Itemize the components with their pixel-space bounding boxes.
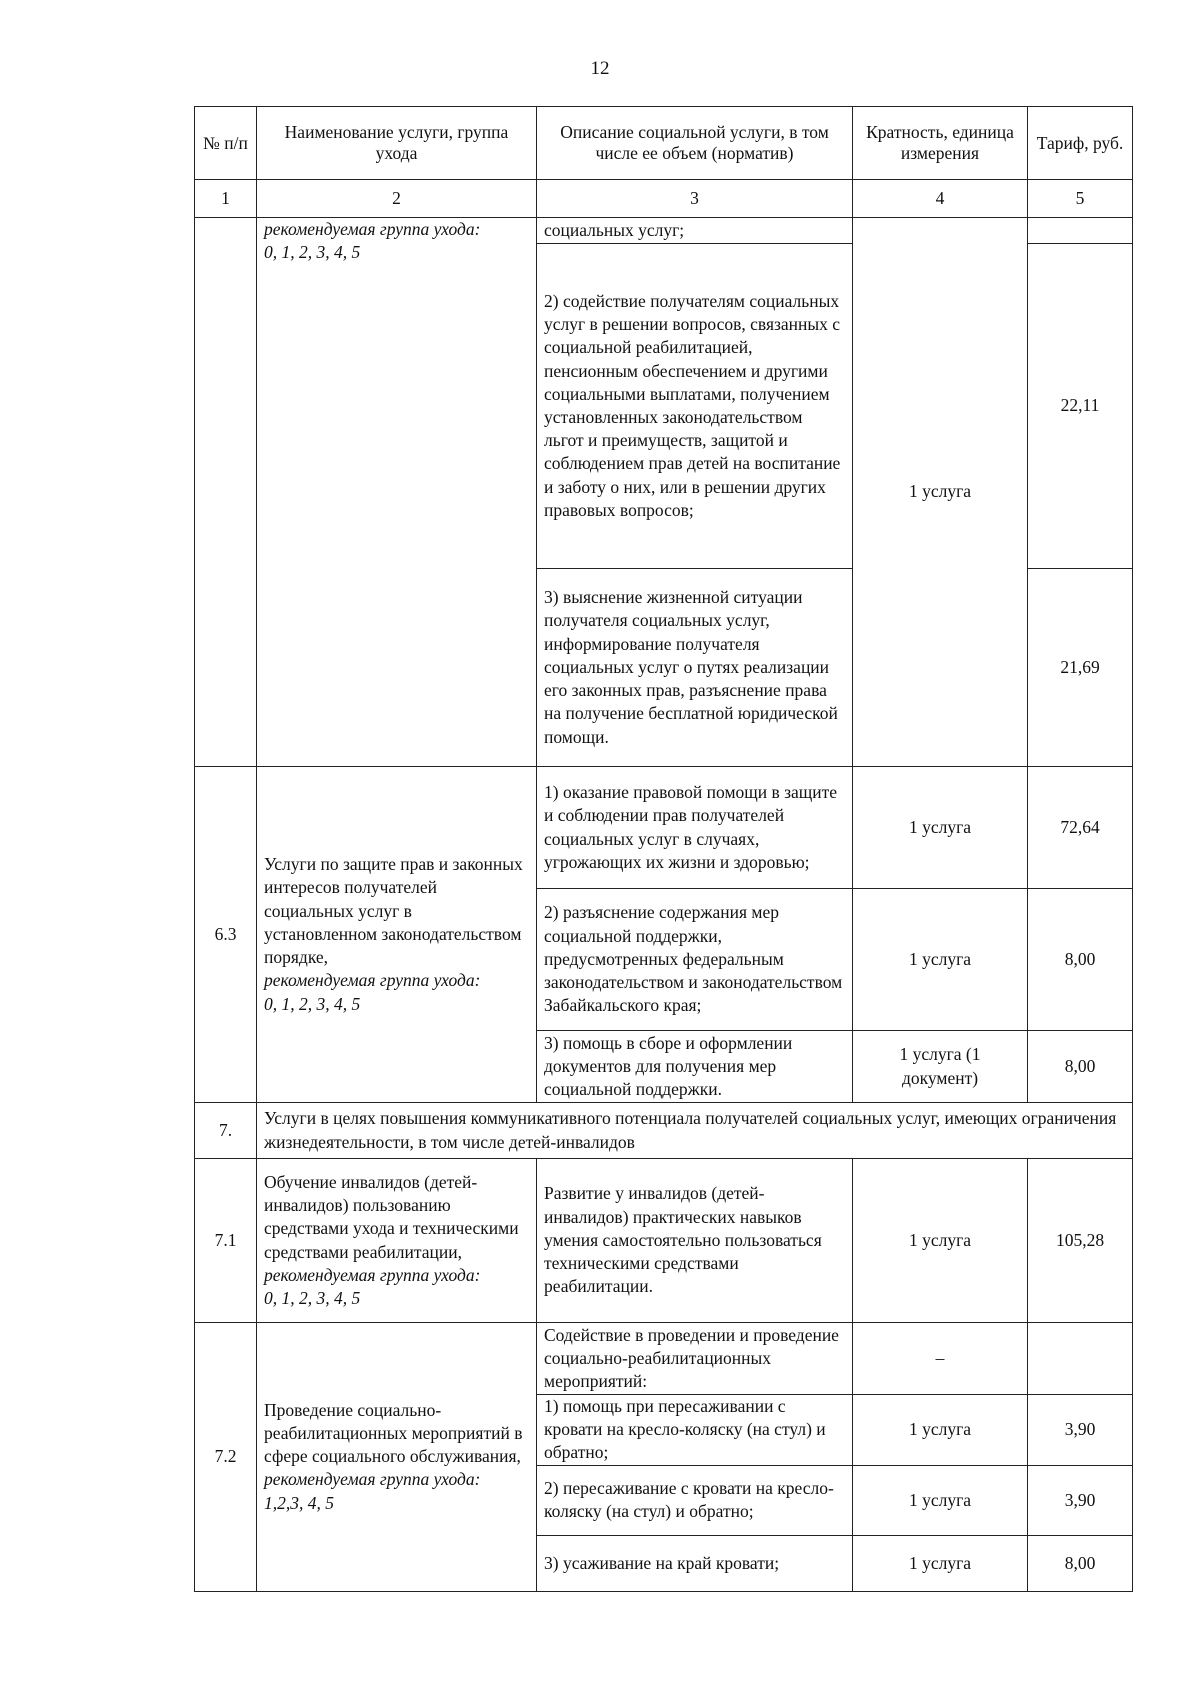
service-name: Проведение социально-реабилитационных мероприятий в сфере социального обслуживания, bbox=[264, 1399, 523, 1467]
tariff-cell: 21,69 bbox=[1028, 569, 1133, 767]
header-col-number: № п/п bbox=[195, 107, 257, 180]
care-group-label: рекомендуемая группа ухода: bbox=[264, 1264, 481, 1285]
header-col-tariff: Тариф, руб. bbox=[1028, 107, 1133, 180]
unit-cell: 1 услуга bbox=[853, 1535, 1028, 1591]
unit-cell: 1 услуга bbox=[853, 767, 1028, 889]
care-group-label: рекомендуемая группа ухода: bbox=[264, 219, 481, 239]
care-group-label: рекомендуемая группа ухода: bbox=[264, 970, 481, 991]
section-number-cell: 7. bbox=[195, 1103, 257, 1159]
row-number-cell: 6.3 bbox=[195, 767, 257, 1103]
service-description-cell: 1) оказание правовой помощи в защите и соблюдении прав получателей социальных услуг в случаях, угрожающих их жизни и здоровью; bbox=[537, 767, 853, 889]
service-description-cell: 3) выяснение жизненной ситуации получателя социальных услуг, информирование получателя социальных услуг о путях реализации его законных прав, разъяснение права на получение бесплатной юридической помощи. bbox=[537, 569, 853, 767]
service-description-cell: Развитие у инвалидов (детей-инвалидов) практических навыков умения самостоятельно пользоваться техническими средствами реабилитации. bbox=[537, 1159, 853, 1323]
service-description-cell: 3) помощь в сборе и оформлении документов для получения мер социальной поддержки. bbox=[537, 1031, 853, 1103]
table-row bbox=[195, 218, 1133, 244]
tariff-cell: 8,00 bbox=[1028, 889, 1133, 1031]
service-name: Обучение инвалидов (детей-инвалидов) пользованию средствами ухода и техническими средствами реабилитации, bbox=[264, 1171, 519, 1262]
tariff-cell: 3,90 bbox=[1028, 1395, 1133, 1466]
service-description-cell: 2) разъяснение содержания мер социальной поддержки, предусмотренных федеральным законодательством и законодательством Забайкальского края; bbox=[537, 889, 853, 1031]
tariff-cell bbox=[1028, 1323, 1133, 1395]
table-row bbox=[195, 767, 1133, 889]
service-description-cell: 1) помощь при пересаживании с кровати на кресло-коляску (на стул) и обратно; bbox=[537, 1395, 853, 1466]
service-name: Услуги по защите прав и законных интересов получателей социальных услуг в установленном законодательством порядке, bbox=[264, 854, 523, 968]
tariff-cell bbox=[1028, 218, 1133, 244]
tariff-cell: 105,28 bbox=[1028, 1159, 1133, 1323]
care-group-values: 0, 1, 2, 3, 4, 5 bbox=[264, 242, 361, 263]
header-col-description: Описание социальной услуги, в том числе ее объем (норматив) bbox=[537, 107, 853, 180]
service-description-cell: 2) содействие получателям социальных услуг в решении вопросов, связанных с социальной реабилитацией, пенсионным обеспечением и другими социальными выплатами, получением установленных законодательством льгот и преимуществ, защитой и соблюдением прав детей на воспитание и заботу о них, или в решении других правовых вопросов; bbox=[537, 244, 853, 569]
table-row bbox=[195, 1159, 1133, 1323]
column-number: 3 bbox=[537, 180, 853, 218]
tariff-cell: 8,00 bbox=[1028, 1535, 1133, 1591]
care-group-values: 0, 1, 2, 3, 4, 5 bbox=[264, 1287, 361, 1308]
service-description-cell: 2) пересаживание с кровати на кресло-коляску (на стул) и обратно; bbox=[537, 1465, 853, 1535]
tariff-cell: 22,11 bbox=[1028, 244, 1133, 569]
unit-cell: 1 услуга (1 документ) bbox=[853, 1031, 1028, 1103]
unit-cell: 1 услуга bbox=[853, 218, 1028, 767]
column-number: 2 bbox=[257, 180, 537, 218]
header-col-name: Наименование услуги, группа ухода bbox=[257, 107, 537, 180]
section-row bbox=[195, 1103, 1133, 1159]
unit-cell: 1 услуга bbox=[853, 1465, 1028, 1535]
column-number: 4 bbox=[853, 180, 1028, 218]
row-number-cell bbox=[195, 218, 257, 767]
services-table bbox=[194, 106, 1133, 1592]
section-title-cell: Услуги в целях повышения коммуникативного потенциала получателей социальных услуг, имеющих ограничения жизнедеятельности, в том числе детей-инвалидов bbox=[257, 1103, 1133, 1159]
service-name-cell bbox=[257, 1159, 537, 1323]
care-group-values: 0, 1, 2, 3, 4, 5 bbox=[264, 993, 361, 1014]
service-name-cell bbox=[257, 1323, 537, 1592]
column-number: 5 bbox=[1028, 180, 1133, 218]
column-number: 1 bbox=[195, 180, 257, 218]
header-col-unit: Кратность, единица измерения bbox=[853, 107, 1028, 180]
service-description-cell: Содействие в проведении и проведение социально-реабилитационных мероприятий: bbox=[537, 1323, 853, 1395]
service-name-cell bbox=[257, 218, 537, 767]
table-header-row bbox=[195, 107, 1133, 180]
column-number-row bbox=[195, 180, 1133, 218]
unit-cell: 1 услуга bbox=[853, 889, 1028, 1031]
service-description-cell: социальных услуг; bbox=[537, 218, 853, 244]
table-row bbox=[195, 1323, 1133, 1395]
tariff-cell: 8,00 bbox=[1028, 1031, 1133, 1103]
unit-cell: 1 услуга bbox=[853, 1395, 1028, 1466]
care-group-values: 1,2,3, 4, 5 bbox=[264, 1492, 334, 1513]
service-description-cell: 3) усаживание на край кровати; bbox=[537, 1535, 853, 1591]
unit-cell: 1 услуга bbox=[853, 1159, 1028, 1323]
care-group-label: рекомендуемая группа ухода: bbox=[264, 1469, 481, 1490]
row-number-cell: 7.2 bbox=[195, 1323, 257, 1592]
unit-cell: – bbox=[853, 1323, 1028, 1395]
service-name-cell bbox=[257, 767, 537, 1103]
page-number: 12 bbox=[590, 58, 610, 79]
tariff-cell: 3,90 bbox=[1028, 1465, 1133, 1535]
tariff-cell: 72,64 bbox=[1028, 767, 1133, 889]
row-number-cell: 7.1 bbox=[195, 1159, 257, 1323]
